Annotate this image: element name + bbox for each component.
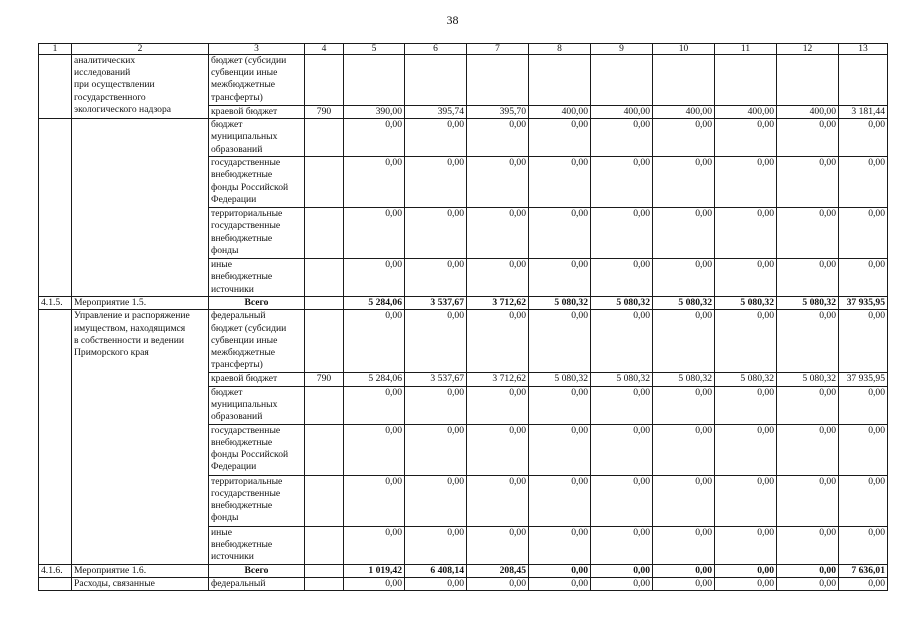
- cell-text-line: муниципальных: [211, 131, 278, 143]
- amount-cell: 0,00: [529, 564, 591, 577]
- amount-cell: 0,00: [839, 157, 888, 208]
- funding-source-cell: [209, 564, 305, 577]
- budget-code-cell: [305, 475, 344, 526]
- amount-cell: 0,00: [405, 475, 467, 526]
- amount-cell: 0,00: [653, 424, 715, 475]
- amount-cell: 0,00: [344, 310, 405, 373]
- funding-source-cell: [209, 310, 305, 373]
- activity-name-cell: [72, 577, 209, 590]
- amount-cell: 0,00: [591, 424, 653, 475]
- cell-text-line: Всего: [244, 297, 269, 309]
- amount-cell: 37 935,95: [839, 373, 888, 386]
- amount-cell: 0,00: [653, 208, 715, 259]
- amount-cell: 0,00: [529, 424, 591, 475]
- cell-text-line: при осуществлении: [74, 79, 155, 91]
- cell-text-line: экологического надзора: [74, 103, 172, 115]
- amount-cell: 0,00: [405, 310, 467, 373]
- amount-cell: 0,00: [715, 577, 777, 590]
- amount-cell: [591, 55, 653, 106]
- cell-text-line: Мероприятие 1.6.: [74, 564, 147, 576]
- amount-cell: 5 080,32: [529, 297, 591, 310]
- cell-text-line: субвенции иные: [211, 67, 278, 79]
- amount-cell: 0,00: [467, 475, 529, 526]
- table-row: [39, 310, 888, 373]
- amount-cell: [344, 55, 405, 106]
- amount-cell: 0,00: [715, 119, 777, 157]
- cell-text-line: фонды: [211, 512, 239, 524]
- amount-cell: 0,00: [591, 577, 653, 590]
- cell-text-line: Управление и распоряжение: [74, 310, 190, 322]
- table-header-row: [39, 44, 888, 55]
- amount-cell: 0,00: [591, 475, 653, 526]
- activity-name-cell: [72, 55, 209, 119]
- amount-cell: 0,00: [839, 208, 888, 259]
- cell-text-line: Приморского края: [74, 347, 149, 359]
- column-header: 8: [529, 44, 591, 55]
- funding-source-cell: [209, 119, 305, 157]
- amount-cell: 400,00: [591, 106, 653, 119]
- amount-cell: 0,00: [591, 259, 653, 297]
- funding-source-cell: [209, 424, 305, 475]
- activity-name-cell: [72, 119, 209, 297]
- budget-code-cell: [305, 119, 344, 157]
- amount-cell: 5 080,32: [715, 373, 777, 386]
- amount-cell: 5 080,32: [715, 297, 777, 310]
- amount-cell: 0,00: [777, 526, 839, 564]
- amount-cell: [715, 55, 777, 106]
- cell-text-line: Всего: [244, 564, 269, 576]
- amount-cell: 0,00: [839, 577, 888, 590]
- amount-cell: 0,00: [777, 475, 839, 526]
- funding-source-cell: [209, 373, 305, 386]
- amount-cell: 0,00: [467, 310, 529, 373]
- amount-cell: 0,00: [529, 208, 591, 259]
- cell-text-line: краевой бюджет: [211, 373, 278, 385]
- cell-text-line: Расходы, связанные: [74, 577, 155, 589]
- cell-text-line: фонды Российской: [211, 449, 289, 461]
- amount-cell: 395,70: [467, 106, 529, 119]
- amount-cell: 0,00: [405, 157, 467, 208]
- cell-text-line: внебюджетные: [211, 436, 273, 448]
- column-header: 2: [72, 44, 209, 55]
- amount-cell: 0,00: [591, 310, 653, 373]
- table-row: [39, 55, 888, 106]
- row-id-cell: [39, 55, 72, 119]
- cell-text-line: в собственности и ведении: [74, 334, 185, 346]
- amount-cell: 5 080,32: [653, 297, 715, 310]
- funding-source-cell: [209, 577, 305, 590]
- amount-cell: 0,00: [715, 475, 777, 526]
- cell-text-line: аналитических: [74, 55, 136, 66]
- amount-cell: 0,00: [529, 577, 591, 590]
- amount-cell: 0,00: [839, 526, 888, 564]
- amount-cell: 5 080,32: [777, 373, 839, 386]
- amount-cell: 0,00: [467, 386, 529, 424]
- cell-text-line: территориальные: [211, 475, 283, 487]
- amount-cell: 0,00: [467, 208, 529, 259]
- amount-cell: 6 408,14: [405, 564, 467, 577]
- row-id-cell: 4.1.5.: [39, 297, 72, 310]
- amount-cell: 3 712,62: [467, 373, 529, 386]
- funding-source-cell: [209, 208, 305, 259]
- amount-cell: 0,00: [715, 310, 777, 373]
- amount-cell: [529, 55, 591, 106]
- budget-code-cell: [305, 526, 344, 564]
- amount-cell: 5 284,06: [344, 373, 405, 386]
- row-id-cell: [39, 119, 72, 297]
- column-header: 3: [209, 44, 305, 55]
- cell-text-line: Мероприятие 1.5.: [74, 297, 147, 309]
- amount-cell: 0,00: [777, 119, 839, 157]
- cell-text-line: межбюджетные: [211, 347, 276, 359]
- amount-cell: 0,00: [715, 424, 777, 475]
- amount-cell: 0,00: [405, 259, 467, 297]
- amount-cell: 0,00: [715, 208, 777, 259]
- column-header: 6: [405, 44, 467, 55]
- amount-cell: 0,00: [467, 259, 529, 297]
- amount-cell: 0,00: [777, 424, 839, 475]
- amount-cell: 3 537,67: [405, 297, 467, 310]
- column-header: 9: [591, 44, 653, 55]
- amount-cell: 0,00: [653, 119, 715, 157]
- cell-text-line: образований: [211, 143, 263, 155]
- amount-cell: 0,00: [839, 424, 888, 475]
- amount-cell: 0,00: [839, 475, 888, 526]
- amount-cell: [467, 55, 529, 106]
- cell-text-line: государственного: [74, 91, 146, 103]
- amount-cell: 0,00: [777, 577, 839, 590]
- amount-cell: 0,00: [467, 424, 529, 475]
- amount-cell: 0,00: [344, 119, 405, 157]
- amount-cell: 5 080,32: [591, 373, 653, 386]
- cell-text-line: иные: [211, 259, 232, 271]
- funding-source-cell: [209, 55, 305, 106]
- amount-cell: 0,00: [591, 386, 653, 424]
- amount-cell: 0,00: [591, 526, 653, 564]
- cell-text-line: образований: [211, 411, 263, 423]
- funding-source-cell: [209, 259, 305, 297]
- amount-cell: 0,00: [653, 386, 715, 424]
- amount-cell: 0,00: [777, 386, 839, 424]
- budget-code-cell: [305, 55, 344, 106]
- amount-cell: 7 636,01: [839, 564, 888, 577]
- amount-cell: 0,00: [653, 310, 715, 373]
- amount-cell: 0,00: [529, 475, 591, 526]
- amount-cell: 0,00: [467, 119, 529, 157]
- amount-cell: 0,00: [344, 208, 405, 259]
- cell-text-line: федеральный: [211, 310, 266, 322]
- amount-cell: 0,00: [529, 157, 591, 208]
- amount-cell: 400,00: [777, 106, 839, 119]
- amount-cell: 0,00: [653, 475, 715, 526]
- cell-text-line: внебюджетные: [211, 500, 273, 512]
- cell-text-line: федеральный: [211, 577, 266, 589]
- amount-cell: 0,00: [653, 526, 715, 564]
- column-header: 10: [653, 44, 715, 55]
- amount-cell: 0,00: [529, 310, 591, 373]
- cell-text-line: трансферты): [211, 359, 263, 371]
- column-header: 1: [39, 44, 72, 55]
- amount-cell: 0,00: [777, 564, 839, 577]
- amount-cell: 0,00: [529, 386, 591, 424]
- amount-cell: 0,00: [529, 526, 591, 564]
- amount-cell: 3 181,44: [839, 106, 888, 119]
- amount-cell: 0,00: [653, 157, 715, 208]
- amount-cell: [653, 55, 715, 106]
- amount-cell: 0,00: [344, 577, 405, 590]
- cell-text-line: государственные: [211, 157, 281, 169]
- funding-source-cell: [209, 526, 305, 564]
- table-row: [39, 119, 888, 157]
- table-row: [39, 577, 888, 590]
- cell-text-line: источники: [211, 551, 254, 563]
- funding-source-cell: [209, 386, 305, 424]
- amount-cell: 0,00: [405, 424, 467, 475]
- amount-cell: 0,00: [591, 208, 653, 259]
- amount-cell: 0,00: [405, 526, 467, 564]
- column-header: 5: [344, 44, 405, 55]
- amount-cell: 0,00: [715, 157, 777, 208]
- amount-cell: 0,00: [777, 157, 839, 208]
- amount-cell: 0,00: [839, 310, 888, 373]
- amount-cell: 0,00: [777, 310, 839, 373]
- amount-cell: 5 284,06: [344, 297, 405, 310]
- amount-cell: 0,00: [529, 259, 591, 297]
- amount-cell: 3 712,62: [467, 297, 529, 310]
- column-header: 13: [839, 44, 888, 55]
- cell-text-line: внебюджетные: [211, 232, 273, 244]
- funding-source-cell: [209, 297, 305, 310]
- page-number: 38: [446, 13, 459, 27]
- budget-code-cell: 790: [305, 106, 344, 119]
- cell-text-line: Федерации: [211, 193, 257, 205]
- cell-text-line: межбюджетные: [211, 79, 276, 91]
- cell-text-line: бюджет: [211, 386, 243, 398]
- amount-cell: 0,00: [405, 577, 467, 590]
- amount-cell: 395,74: [405, 106, 467, 119]
- amount-cell: 400,00: [653, 106, 715, 119]
- amount-cell: 0,00: [467, 526, 529, 564]
- budget-code-cell: [305, 157, 344, 208]
- cell-text-line: субвенции иные: [211, 334, 278, 346]
- cell-text-line: государственные: [211, 424, 281, 436]
- amount-cell: 0,00: [405, 386, 467, 424]
- amount-cell: 208,45: [467, 564, 529, 577]
- cell-text-line: внебюджетные: [211, 169, 273, 181]
- amount-cell: [405, 55, 467, 106]
- amount-cell: 0,00: [344, 157, 405, 208]
- cell-text-line: фонды Российской: [211, 181, 289, 193]
- cell-text-line: бюджет (субсидии: [211, 55, 287, 66]
- amount-cell: 0,00: [839, 259, 888, 297]
- cell-text-line: источники: [211, 283, 254, 295]
- amount-cell: 0,00: [653, 259, 715, 297]
- cell-text-line: краевой бюджет: [211, 106, 278, 117]
- table-row: [39, 564, 888, 577]
- row-id-cell: [39, 310, 72, 564]
- amount-cell: 0,00: [715, 259, 777, 297]
- amount-cell: 0,00: [715, 386, 777, 424]
- amount-cell: 0,00: [344, 526, 405, 564]
- amount-cell: 400,00: [529, 106, 591, 119]
- cell-text-line: бюджет: [211, 119, 243, 131]
- amount-cell: 0,00: [344, 424, 405, 475]
- activity-name-cell: [72, 310, 209, 564]
- amount-cell: 0,00: [344, 475, 405, 526]
- amount-cell: 0,00: [591, 564, 653, 577]
- cell-text-line: внебюджетные: [211, 538, 273, 550]
- amount-cell: 5 080,32: [591, 297, 653, 310]
- budget-code-cell: [305, 310, 344, 373]
- cell-text-line: внебюджетные: [211, 271, 273, 283]
- budget-code-cell: [305, 424, 344, 475]
- amount-cell: 0,00: [467, 157, 529, 208]
- table-body: [39, 44, 888, 591]
- cell-text-line: бюджет (субсидии: [211, 322, 287, 334]
- amount-cell: 5 080,32: [653, 373, 715, 386]
- amount-cell: 5 080,32: [529, 373, 591, 386]
- amount-cell: 0,00: [777, 208, 839, 259]
- budget-code-cell: [305, 577, 344, 590]
- amount-cell: 0,00: [777, 259, 839, 297]
- amount-cell: 0,00: [591, 119, 653, 157]
- row-id-cell: 4.1.6.: [39, 564, 72, 577]
- budget-code-cell: 790: [305, 373, 344, 386]
- column-header: 12: [777, 44, 839, 55]
- budget-table: [38, 43, 888, 591]
- amount-cell: [839, 55, 888, 106]
- amount-cell: 0,00: [653, 564, 715, 577]
- amount-cell: 3 537,67: [405, 373, 467, 386]
- cell-text-line: фонды: [211, 244, 239, 256]
- table-row: [39, 297, 888, 310]
- amount-cell: 5 080,32: [777, 297, 839, 310]
- amount-cell: 400,00: [715, 106, 777, 119]
- amount-cell: 0,00: [405, 119, 467, 157]
- amount-cell: 0,00: [467, 577, 529, 590]
- cell-text-line: иные: [211, 526, 232, 538]
- activity-name-cell: [72, 564, 209, 577]
- funding-source-cell: [209, 106, 305, 119]
- amount-cell: 0,00: [344, 259, 405, 297]
- cell-text-line: Федерации: [211, 461, 257, 473]
- cell-text-line: имуществом, находящимся: [74, 322, 186, 334]
- column-header: 11: [715, 44, 777, 55]
- amount-cell: 0,00: [405, 208, 467, 259]
- column-header: 7: [467, 44, 529, 55]
- cell-text-line: государственные: [211, 487, 281, 499]
- cell-text-line: исследований: [74, 67, 131, 79]
- budget-code-cell: [305, 297, 344, 310]
- column-header: 4: [305, 44, 344, 55]
- amount-cell: 0,00: [653, 577, 715, 590]
- budget-code-cell: [305, 564, 344, 577]
- activity-name-cell: [72, 297, 209, 310]
- budget-code-cell: [305, 259, 344, 297]
- budget-code-cell: [305, 386, 344, 424]
- budget-code-cell: [305, 208, 344, 259]
- amount-cell: 0,00: [839, 386, 888, 424]
- amount-cell: 1 019,42: [344, 564, 405, 577]
- amount-cell: 390,00: [344, 106, 405, 119]
- cell-text-line: муниципальных: [211, 398, 278, 410]
- cell-text-line: государственные: [211, 220, 281, 232]
- amount-cell: [777, 55, 839, 106]
- amount-cell: 0,00: [591, 157, 653, 208]
- row-id-cell: [39, 577, 72, 590]
- amount-cell: 0,00: [344, 386, 405, 424]
- amount-cell: 0,00: [715, 526, 777, 564]
- funding-source-cell: [209, 157, 305, 208]
- funding-source-cell: [209, 475, 305, 526]
- amount-cell: 37 935,95: [839, 297, 888, 310]
- amount-cell: 0,00: [715, 564, 777, 577]
- cell-text-line: трансферты): [211, 91, 263, 103]
- cell-text-line: территориальные: [211, 208, 283, 220]
- amount-cell: 0,00: [839, 119, 888, 157]
- amount-cell: 0,00: [529, 119, 591, 157]
